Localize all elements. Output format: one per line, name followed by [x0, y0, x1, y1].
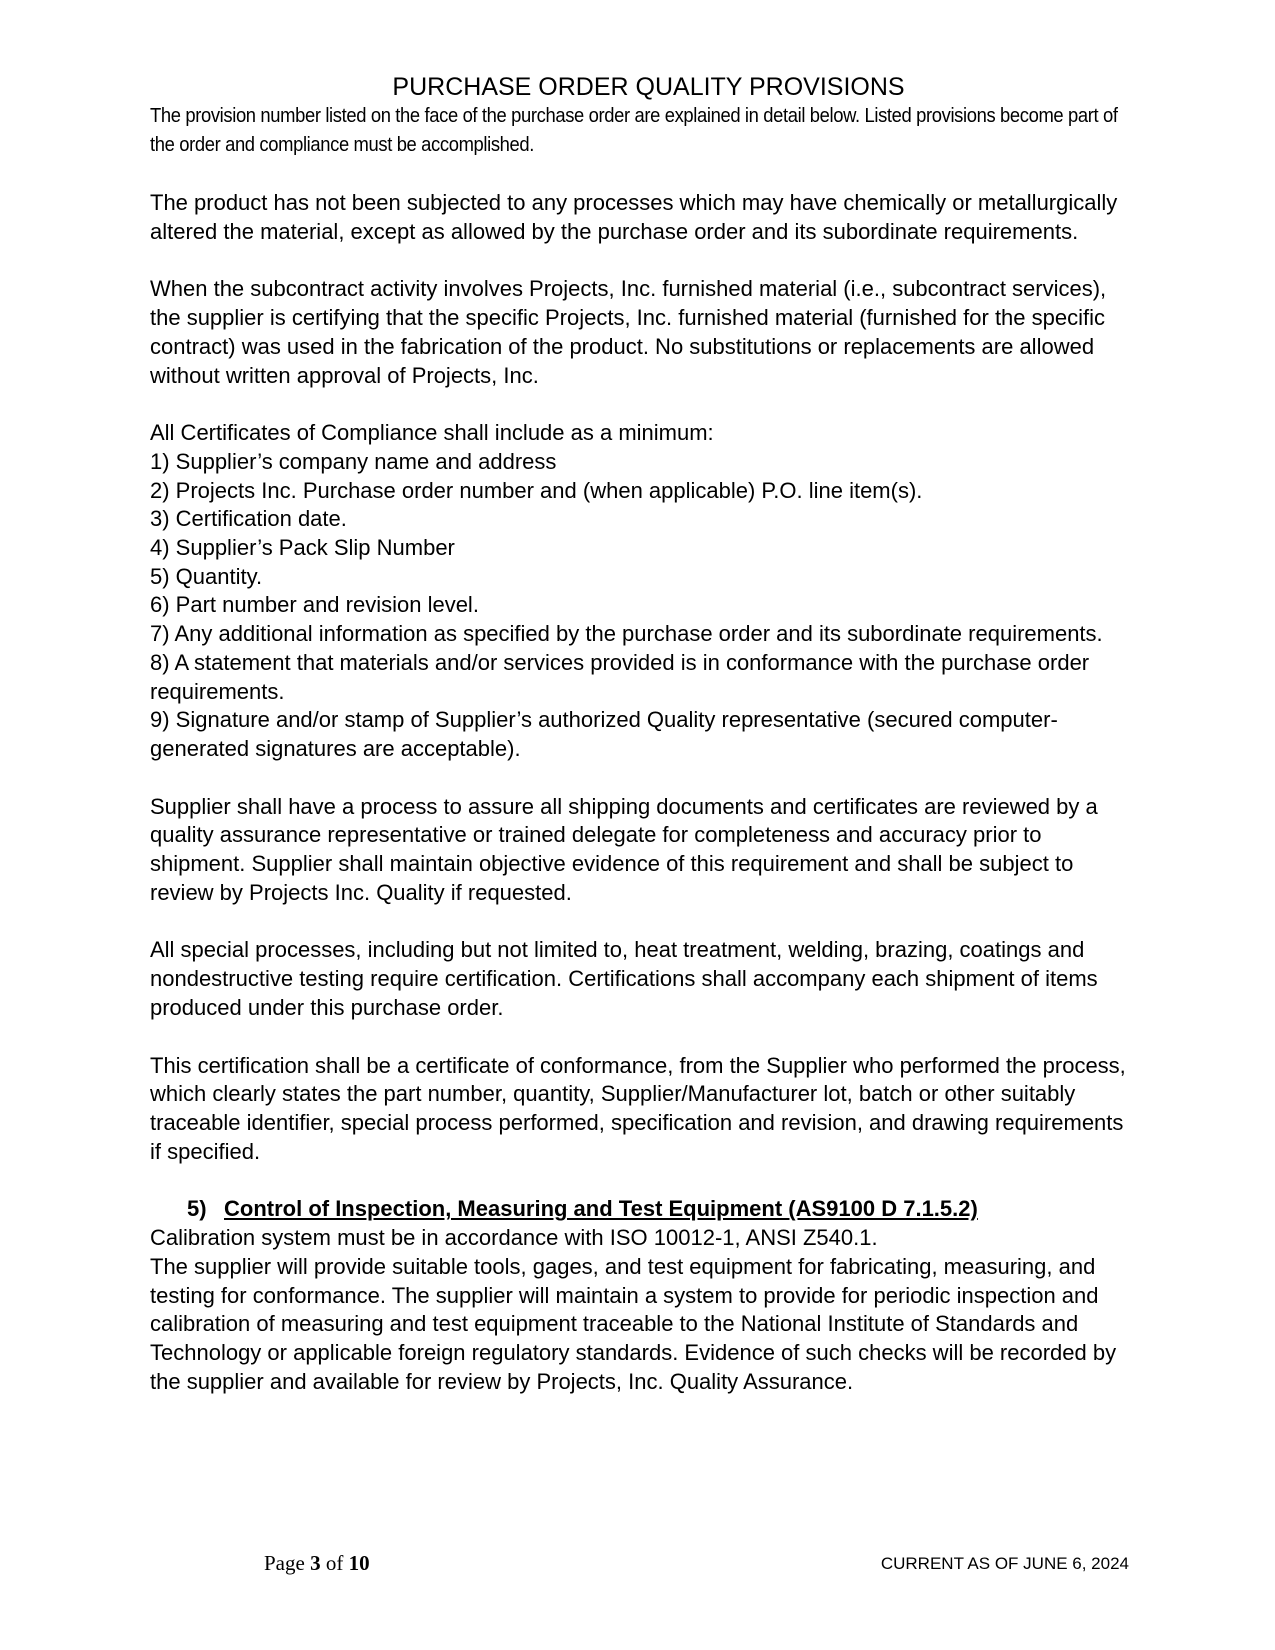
section-5-heading	[150, 1195, 1135, 1224]
coc-requirements-list	[150, 448, 1135, 764]
current-as-of: CURRENT AS OF JUNE 6, 2024	[880, 1554, 1129, 1573]
spacer	[150, 1023, 1135, 1052]
spacer	[150, 764, 1135, 793]
spacer	[150, 246, 1135, 275]
list-item: 5) Quantity.	[150, 563, 263, 589]
intro-text: The provision number listed on the face of the purchase order are explained in detail below. Listed provisions become part of the order and compliance must be accomplished.	[150, 105, 1118, 156]
list-item: 1) Supplier’s company name and address	[150, 448, 557, 474]
list-item: 2) Projects Inc. Purchase order number and (when applicable) P.O. line item(s).	[150, 477, 923, 503]
document-page	[150, 72, 1135, 1396]
list-item: 8) A statement that materials and/or services provided is in conformance with the purchase order requirements.	[150, 649, 1090, 704]
page-number	[264, 1550, 370, 1576]
list-item: 7) Any additional information as specified by the purchase order and its subordinate requirements.	[150, 621, 1103, 647]
page-total: 10	[348, 1551, 370, 1575]
spacer	[150, 907, 1135, 936]
coc-intro: All Certificates of Compliance shall include as a minimum:	[150, 420, 714, 446]
of-word: of	[325, 1551, 344, 1575]
spacer	[150, 160, 1135, 189]
page-current: 3	[310, 1551, 321, 1575]
page-footer	[0, 1550, 1275, 1580]
spacer	[150, 390, 1135, 419]
list-item: 6) Part number and revision level.	[150, 592, 479, 618]
paragraph-special-processes: All special processes, including but not limited to, heat treatment, welding, brazing, coatings and nondestructive testing require certification. Certifications shall accompany each shipment of items produced under this purchase order.	[150, 937, 1098, 1020]
paragraph-shipping-review: Supplier shall have a process to assure all shipping documents and certificates are reviewed by a quality assurance representative or trained delegate for completeness and accuracy prior to shipment. Supplier shall maintain objective evidence of this requirement and shall be subject to review by Projects Inc. Quality if requested.	[150, 793, 1098, 905]
spacer	[150, 1166, 1135, 1195]
list-item: 3) Certification date.	[150, 506, 347, 532]
section-number: 5)	[187, 1196, 207, 1222]
list-item: 9) Signature and/or stamp of Supplier’s authorized Quality representative (secured computer-generated signatures are acceptable).	[150, 707, 1058, 761]
page-word: Page	[264, 1551, 305, 1575]
paragraph-certification: This certification shall be a certificate of conformance, from the Supplier who performed the process, which clearly states the part number, quantity, Supplier/Manufacturer lot, batch or other suitably traceable identifier, special process performed, specification and revision, and drawing requirements if specified.	[150, 1052, 1126, 1164]
list-item: 4) Supplier’s Pack Slip Number	[150, 535, 455, 561]
section-5-calibration-line: Calibration system must be in accordance with ISO 10012-1, ANSI Z540.1.	[150, 1225, 878, 1251]
paragraph-material-processes: The product has not been subjected to any processes which may have chemically or metallurgically altered the material, except as allowed by the purchase order and its subordinate requirements.	[150, 190, 1118, 244]
paragraph-furnished-material: When the subcontract activity involves Projects, Inc. furnished material (i.e., subcontract services), the supplier is certifying that the specific Projects, Inc. furnished material (furnished for the specific contract) was used in the fabrication of the product. No substitutions or replacements are allowed without written approval of Projects, Inc.	[150, 276, 1107, 388]
page-title: PURCHASE ORDER QUALITY PROVISIONS	[392, 73, 905, 101]
section-5-body: The supplier will provide suitable tools, gages, and test equipment for fabricating, measuring, and testing for conformance. The supplier will maintain a system to provide for periodic inspection and calibration of measuring and test equipment traceable to the National Institute of Standards and Technology or applicable foreign regulatory standards. Evidence of such checks will be recorded by the supplier and available for review by Projects, Inc. Quality Assurance.	[150, 1253, 1117, 1394]
section-title: Control of Inspection, Measuring and Test Equipment (AS9100 D 7.1.5.2)	[224, 1196, 978, 1222]
